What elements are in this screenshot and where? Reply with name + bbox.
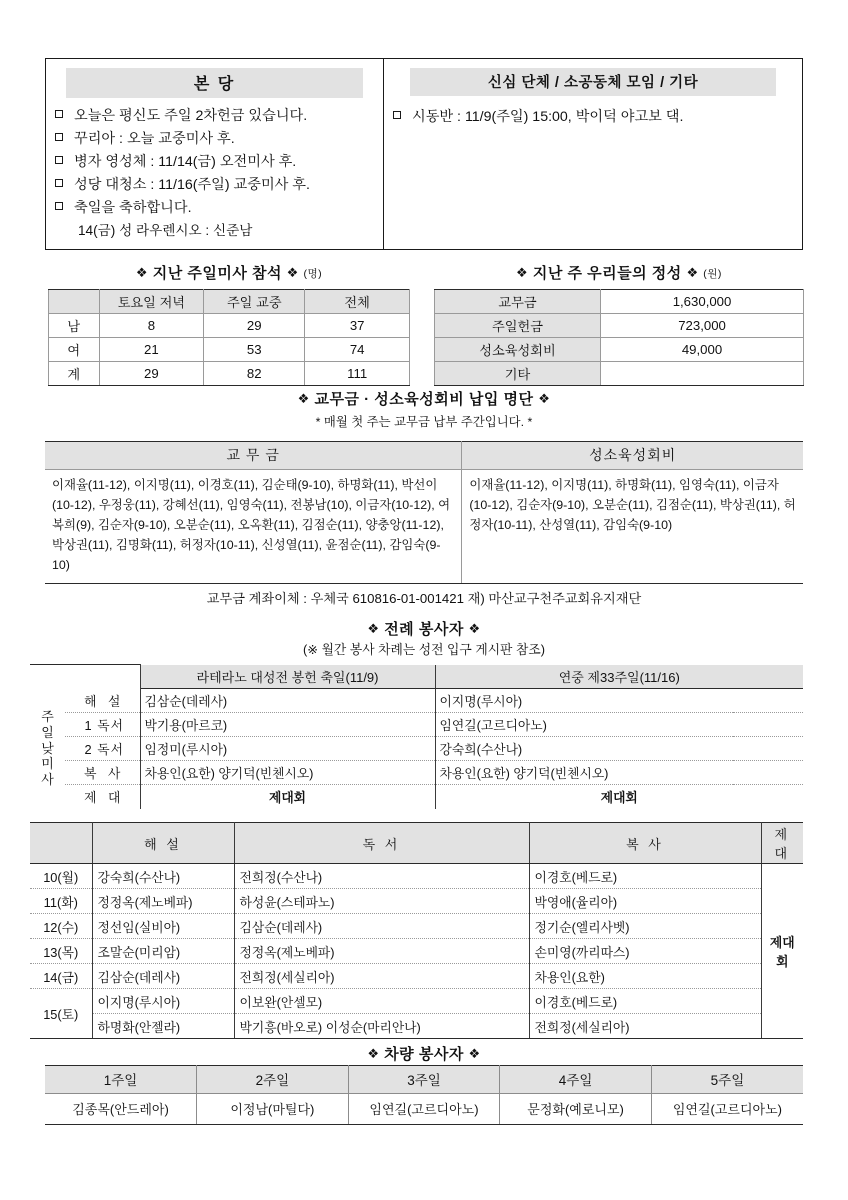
side-label-char: 사 xyxy=(41,772,54,788)
table-row xyxy=(435,290,804,314)
col-header: 5주일 xyxy=(651,1066,803,1094)
table-row xyxy=(30,713,803,737)
cell: 임연길(고르디아노) xyxy=(651,1094,803,1125)
side-label-char: 주 xyxy=(41,708,54,724)
checkbox-icon xyxy=(393,111,401,119)
notice-text: 오늘은 평신도 주일 2차헌금 있습니다. xyxy=(74,108,308,124)
cell-altar: 제대회 xyxy=(140,785,435,809)
notice-text: 꾸리아 : 오늘 교중미사 후. xyxy=(74,131,235,147)
cell: 전희정(수산나) xyxy=(234,864,529,889)
col-header: 2주일 xyxy=(197,1066,349,1094)
parish-notice-list xyxy=(54,105,375,242)
attendance-heading xyxy=(48,262,410,283)
diamond-icon: ❖ xyxy=(297,391,310,406)
car-volunteers-heading-block xyxy=(0,1043,848,1064)
col-header-seongso: 성소육성회비 xyxy=(462,442,803,470)
cell: 박영애(율리아) xyxy=(529,889,761,914)
empty-corner xyxy=(65,665,140,689)
col-header-jedae: 제 대 xyxy=(761,823,803,864)
day-label: 14(금) xyxy=(30,964,92,989)
row-label: 계 xyxy=(49,362,100,386)
diamond-icon: ❖ xyxy=(367,1046,380,1061)
col-header: 주일 교중 xyxy=(204,290,305,314)
cell: 문정화(예로니모) xyxy=(500,1094,652,1125)
cell: 8 xyxy=(99,314,204,338)
donors-heading xyxy=(0,388,848,409)
cell: 박기용(마르코) xyxy=(140,713,435,737)
cell: 하성윤(스테파노) xyxy=(234,889,529,914)
sunday-mass-schedule-table xyxy=(30,664,803,809)
table-row xyxy=(45,1094,803,1125)
cell: 조말순(미리암) xyxy=(92,939,234,964)
donors-table xyxy=(45,441,803,584)
role-label: 2 독서 xyxy=(65,737,140,761)
groups-notice-list xyxy=(392,106,794,129)
day-label: 12(수) xyxy=(30,914,92,939)
groups-notice-title: 신심 단체 / 소공동체 모임 / 기타 xyxy=(410,68,776,96)
cell: 정선임(실비아) xyxy=(92,914,234,939)
checkbox-icon xyxy=(55,156,63,164)
cell: 차용인(요한) xyxy=(529,964,761,989)
cell: 김삼순(데레사) xyxy=(92,964,234,989)
side-label-char: 낮 xyxy=(41,740,54,756)
list-item xyxy=(54,174,375,197)
donors-title: 교무금 · 성소육성회비 납입 명단 xyxy=(314,391,534,408)
table-row xyxy=(30,785,803,809)
list-item xyxy=(54,151,375,174)
cell: 53 xyxy=(204,338,305,362)
donors-heading-block xyxy=(0,388,848,430)
cell: 차용인(요한) 양기덕(빈첸시오) xyxy=(140,761,435,785)
cell: 29 xyxy=(204,314,305,338)
table-row xyxy=(49,362,410,386)
cell: 정정옥(제노베파) xyxy=(234,939,529,964)
notice-text: 축일을 축하합니다. xyxy=(74,200,192,216)
checkbox-icon xyxy=(55,133,63,141)
cell: 74 xyxy=(305,338,410,362)
volunteers-title: 전례 봉사자 xyxy=(384,621,464,638)
table-row xyxy=(30,964,803,989)
row-label: 여 xyxy=(49,338,100,362)
row-label: 교무금 xyxy=(435,290,601,314)
col-header-haeseol: 해 설 xyxy=(92,823,234,864)
cell: 손미영(까리따스) xyxy=(529,939,761,964)
cell: 723,000 xyxy=(601,314,804,338)
cell: 29 xyxy=(99,362,204,386)
col-header-sunday-1116: 연중 제33주일(11/16) xyxy=(435,665,803,689)
cell: 전희정(세실리아) xyxy=(234,964,529,989)
account-line: 교무금 계좌이체 : 우체국 610816-01-001421 재) 마산교구천주교회유지재단 xyxy=(206,591,642,606)
cell: 이보완(안셀모) xyxy=(234,989,529,1014)
car-volunteers-title: 차량 봉사자 xyxy=(384,1046,464,1063)
table-row xyxy=(30,737,803,761)
checkbox-icon xyxy=(55,179,63,187)
diamond-icon: ❖ xyxy=(686,265,699,280)
checkbox-icon xyxy=(55,202,63,210)
col-header: 1주일 xyxy=(45,1066,197,1094)
list-item xyxy=(54,128,375,151)
table-row xyxy=(30,864,803,889)
cell: 박기흥(바오로) 이성순(마리안나) xyxy=(234,1014,529,1039)
diamond-icon: ❖ xyxy=(468,621,481,636)
cell: 정기순(엘리사벳) xyxy=(529,914,761,939)
notice-text: 시동반 : 11/9(주일) 15:00, 박이덕 야고보 댁. xyxy=(412,109,684,125)
seongso-names: 이재율(11-12), 이지명(11), 하명화(11), 임영숙(11), 이금자(10-12), 김순자(9-10), 오분순(11), 김점순(11), 박상권(11), 허정자(10-11), 산성열(11), 감임숙(9-10) xyxy=(462,470,803,584)
table-header-row xyxy=(45,442,803,470)
col-header-dokseo: 독 서 xyxy=(234,823,529,864)
list-item xyxy=(54,197,375,220)
table-row xyxy=(435,338,804,362)
table-row xyxy=(30,989,803,1014)
cell: 111 xyxy=(305,362,410,386)
table-row xyxy=(30,689,803,713)
row-label: 기타 xyxy=(435,362,601,386)
sunday-mass-side-label xyxy=(30,689,65,809)
table-row xyxy=(30,761,803,785)
cell: 김종목(안드레아) xyxy=(45,1094,197,1125)
cell: 49,000 xyxy=(601,338,804,362)
row-label: 남 xyxy=(49,314,100,338)
volunteers-heading xyxy=(0,618,848,639)
day-label: 15(토) xyxy=(30,989,92,1039)
cell: 이지명(루시아) xyxy=(435,689,803,713)
offering-unit: (원) xyxy=(703,268,722,280)
table-row xyxy=(435,362,804,386)
cell: 전희정(세실리아) xyxy=(529,1014,761,1039)
cell: 이경호(베드로) xyxy=(529,989,761,1014)
table-row xyxy=(30,1014,803,1039)
gyomugeum-names: 이재율(11-12), 이지명(11), 이경호(11), 김순태(9-10), 하명화(11), 박선이(10-12), 우정웅(11), 강혜선(11), 임영숙(11), 전봉남(10), 이금자(10-12), 여복희(9), 김순자(9-10), 오분순(11), 오옥환(11), 김점순(11), 양충앙(11-12), 박상권(11), 김명화(11), 허정자(10-11), 신성열(11), 윤점순(11), 감임숙(9-10) xyxy=(45,470,462,584)
diamond-icon: ❖ xyxy=(516,265,529,280)
cell-altar: 제대회 xyxy=(600,790,638,806)
volunteers-heading-block xyxy=(0,618,848,639)
role-label: 제 대 xyxy=(65,785,140,809)
cell: 김삼순(데레사) xyxy=(234,914,529,939)
donors-subtitle: * 매월 첫 주는 교무금 납부 주간입니다. * xyxy=(315,415,533,429)
cell xyxy=(601,362,804,386)
offering-heading xyxy=(434,262,804,283)
notice-subtext: 14(금) 성 라우렌시오 : 신준남 xyxy=(78,223,253,238)
notice-text: 병자 영성체 : 11/14(금) 오전미사 후. xyxy=(74,154,297,170)
table-row xyxy=(49,338,410,362)
table-header-row xyxy=(30,823,803,864)
diamond-icon: ❖ xyxy=(468,1046,481,1061)
list-item xyxy=(392,106,794,129)
car-volunteers-heading xyxy=(0,1043,848,1064)
cell: 정정옥(제노베파) xyxy=(92,889,234,914)
parish-notice-box xyxy=(46,59,384,249)
table-row xyxy=(30,939,803,964)
cell: 이정남(마틸다) xyxy=(197,1094,349,1125)
cell: 1,630,000 xyxy=(601,290,804,314)
table-row xyxy=(30,914,803,939)
col-header-boksa: 복 사 xyxy=(529,823,761,864)
empty-corner xyxy=(30,823,92,864)
list-item xyxy=(54,105,375,128)
offering-table xyxy=(434,289,804,386)
cell: 임연길(고르디아노) xyxy=(348,1094,500,1125)
col-header: 3주일 xyxy=(348,1066,500,1094)
col-header: 토요일 저녁 xyxy=(99,290,204,314)
table-row xyxy=(49,314,410,338)
diamond-icon: ❖ xyxy=(367,621,380,636)
row-label: 주일헌금 xyxy=(435,314,601,338)
day-label: 13(목) xyxy=(30,939,92,964)
table-row xyxy=(30,889,803,914)
table-header-row xyxy=(45,1066,803,1094)
empty-corner xyxy=(30,665,65,689)
attendance-table xyxy=(48,289,410,386)
cell: 임정미(루시아) xyxy=(140,737,435,761)
parish-notice-title: 본 당 xyxy=(66,68,363,98)
checkbox-icon xyxy=(55,110,63,118)
notice-text: 성당 대청소 : 11/16(주일) 교중미사 후. xyxy=(74,177,310,193)
diamond-icon: ❖ xyxy=(286,265,299,280)
table-row xyxy=(435,314,804,338)
cell: 이지명(루시아) xyxy=(92,989,234,1014)
role-label: 해 설 xyxy=(65,689,140,713)
car-volunteers-table xyxy=(45,1065,803,1125)
col-header xyxy=(49,290,100,314)
side-label-char: 일 xyxy=(41,724,54,740)
diamond-icon: ❖ xyxy=(538,391,551,406)
col-header: 전체 xyxy=(305,290,410,314)
volunteers-subtitle: (※ 월간 봉사 차례는 성전 입구 게시판 참조) xyxy=(303,642,545,657)
col-header: 4주일 xyxy=(500,1066,652,1094)
cell-altar: 제대회 xyxy=(761,864,803,1039)
side-label-char: 미 xyxy=(41,756,54,772)
cell: 김삼순(데레사) xyxy=(140,689,435,713)
weekday-schedule-table xyxy=(30,822,803,1039)
col-header-feast-1109: 라테라노 대성전 봉헌 축일(11/9) xyxy=(140,665,435,689)
row-label: 성소육성회비 xyxy=(435,338,601,362)
notice-boxes xyxy=(45,58,803,250)
day-label: 11(화) xyxy=(30,889,92,914)
cell: 차용인(요한) 양기덕(빈첸시오) xyxy=(435,761,803,785)
cell: 82 xyxy=(204,362,305,386)
list-item-sub xyxy=(54,220,375,242)
cell: 21 xyxy=(99,338,204,362)
groups-notice-box xyxy=(384,59,802,249)
offering-section xyxy=(434,262,804,386)
offering-title: 지난 주 우리들의 정성 xyxy=(532,265,682,282)
role-label: 1 독서 xyxy=(65,713,140,737)
cell: 임연길(고르디아노) xyxy=(435,713,803,737)
cell: 강숙희(수산나) xyxy=(92,864,234,889)
role-label: 복 사 xyxy=(65,761,140,785)
cell: 하명화(안젤라) xyxy=(92,1014,234,1039)
cell: 37 xyxy=(305,314,410,338)
table-header-row xyxy=(30,665,803,689)
table-row xyxy=(45,470,803,584)
attendance-title: 지난 주일미사 참석 xyxy=(152,265,282,282)
cell: 강숙희(수산나) xyxy=(435,737,803,761)
cell: 이경호(베드로) xyxy=(529,864,761,889)
attendance-section xyxy=(48,262,410,386)
day-label: 10(월) xyxy=(30,864,92,889)
table-header-row xyxy=(49,290,410,314)
col-header-gyomugeum: 교 무 금 xyxy=(45,442,462,470)
attendance-unit: (명) xyxy=(303,268,323,280)
diamond-icon: ❖ xyxy=(135,265,149,280)
